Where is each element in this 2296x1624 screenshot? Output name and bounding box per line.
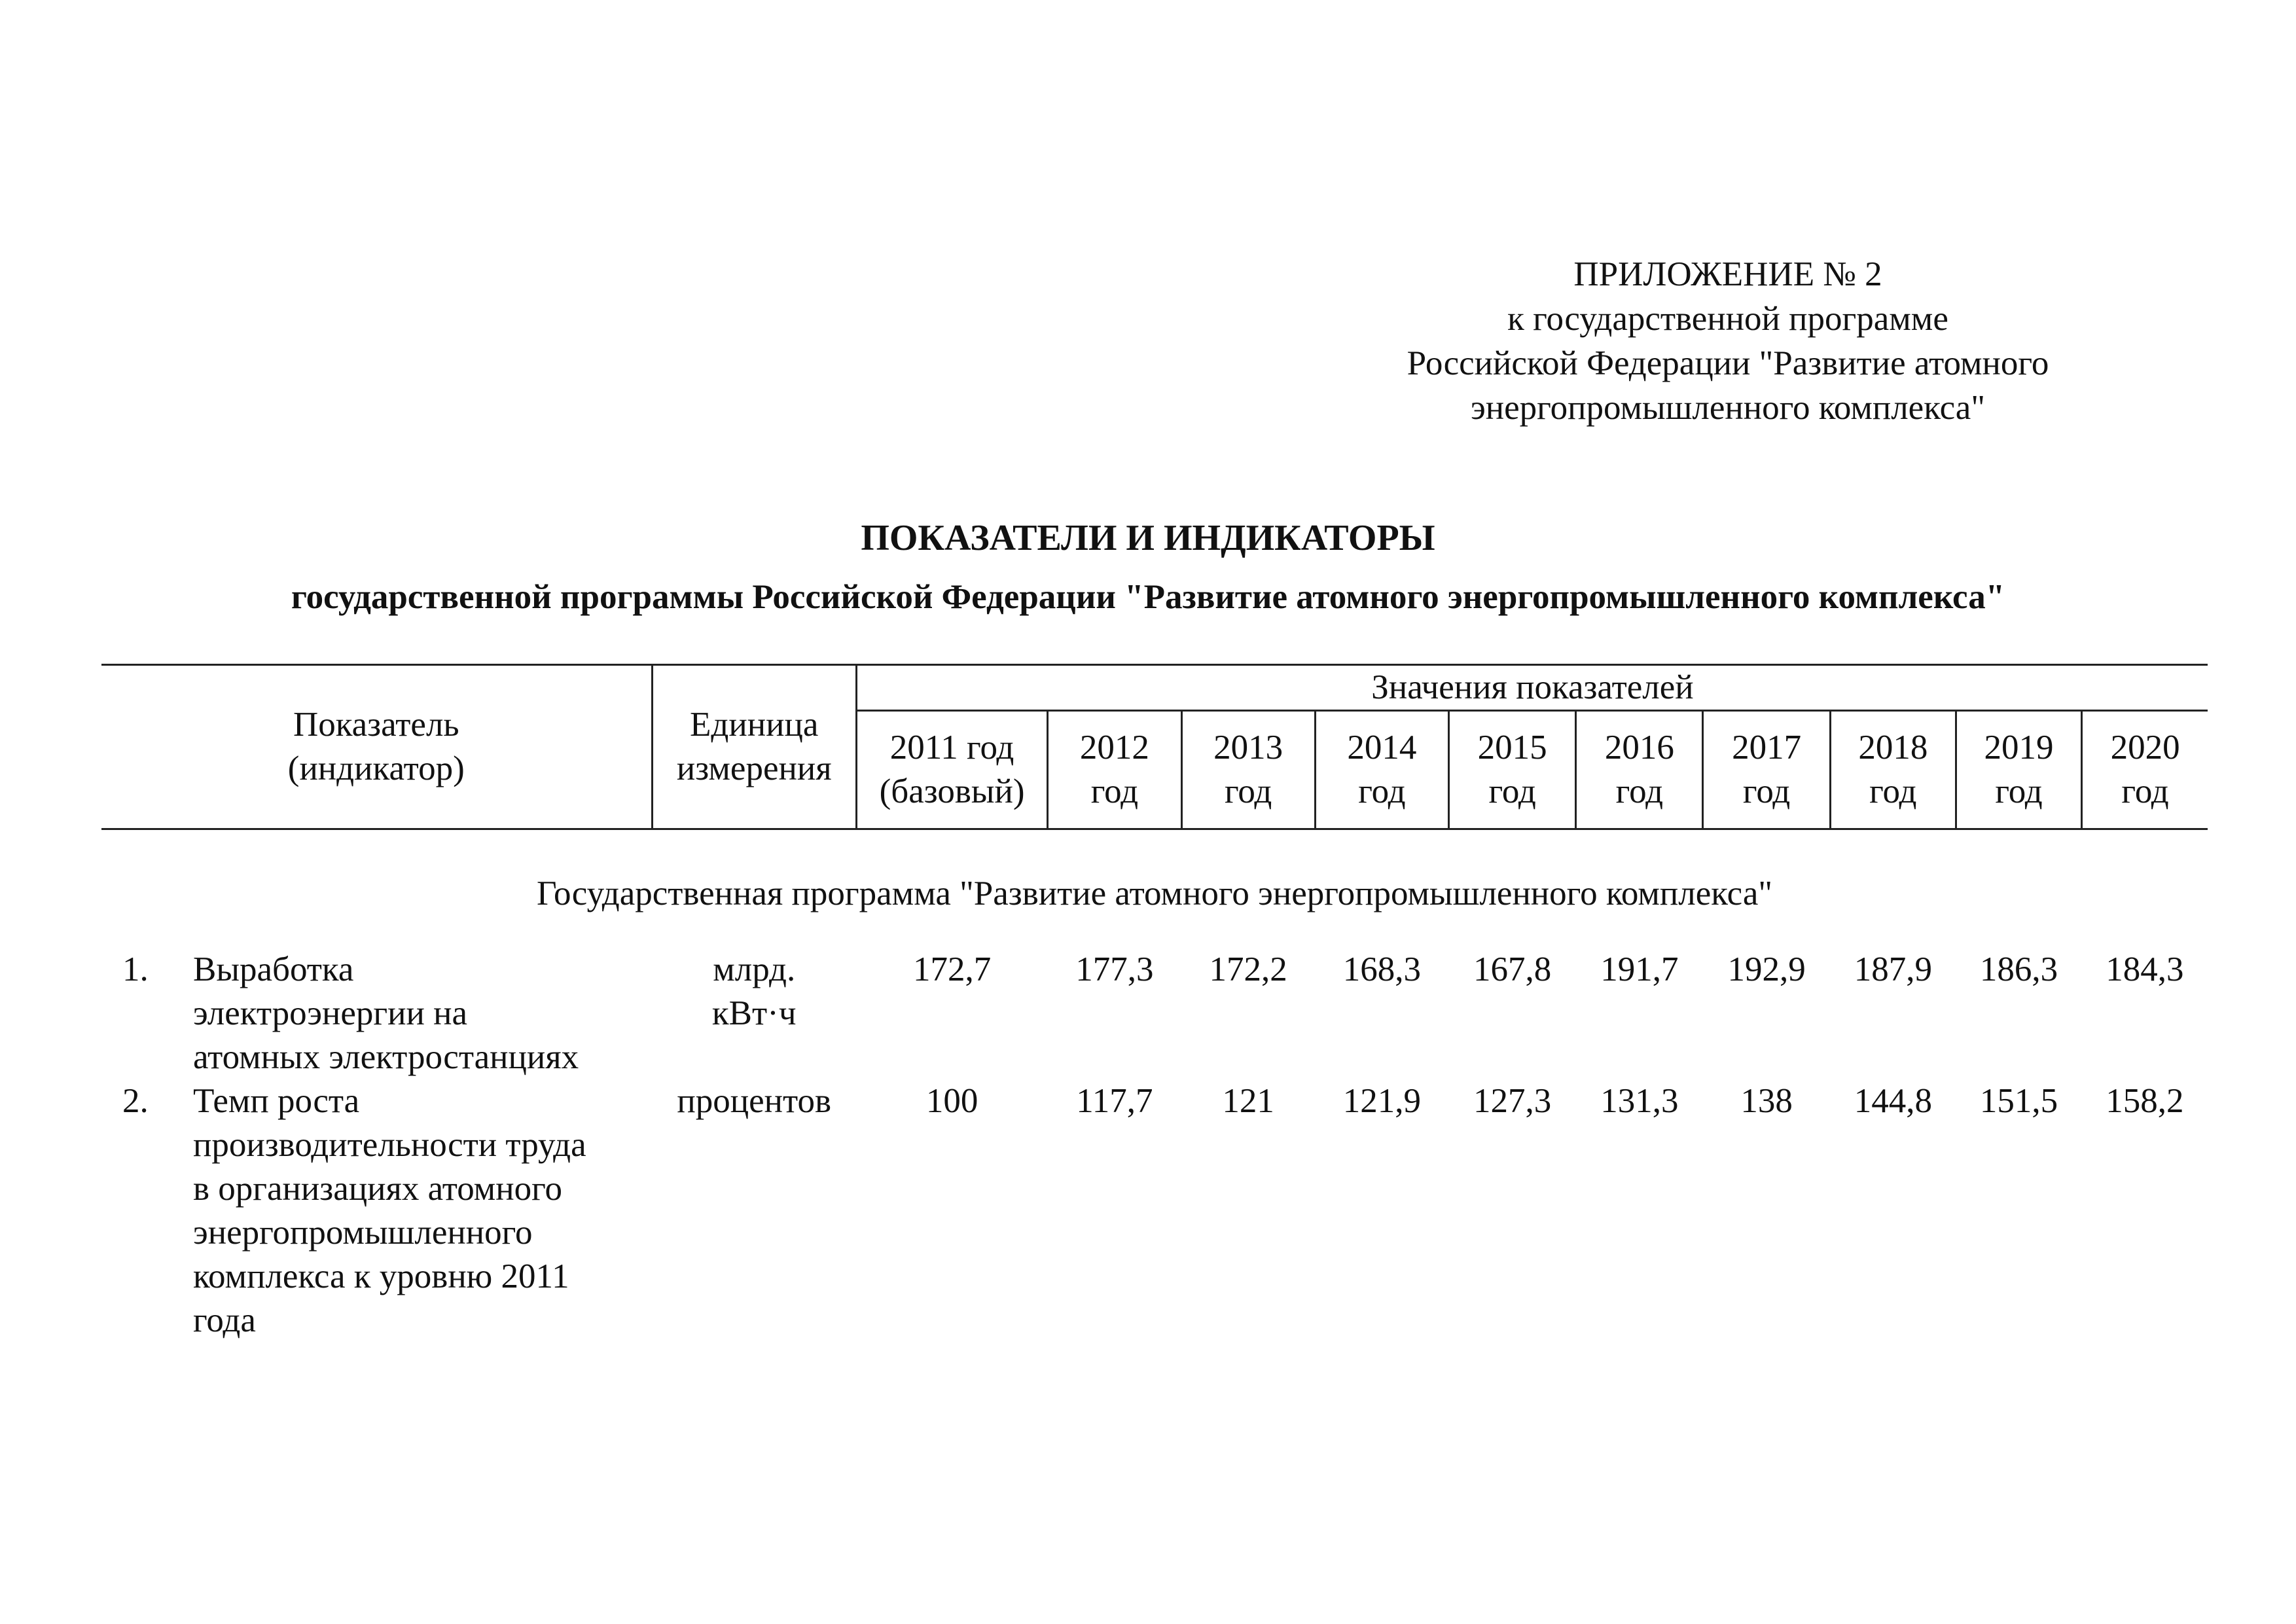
header-values-group: Значения показателей: [856, 665, 2208, 711]
indicator-cell: [101, 1079, 652, 1343]
value-cell: 127,3: [1473, 1082, 1552, 1120]
value-cell: 186,3: [1979, 950, 2058, 988]
indicator-name-line: Темп роста: [193, 1082, 360, 1120]
indicator-name-line: производительности труда: [193, 1126, 586, 1164]
value-cell: 121: [1222, 1082, 1274, 1120]
value-cell: 172,7: [912, 950, 992, 988]
value-cell: 177,3: [1075, 950, 1154, 988]
value-cell: 187,9: [1854, 950, 1932, 988]
appendix-line: Российской Федерации "Развитие атомного: [1407, 344, 2049, 382]
unit-cell: процентов: [677, 1082, 832, 1120]
header-year: 2012 год: [1048, 711, 1181, 829]
appendix-line: энергопромышленного комплекса": [1471, 389, 1985, 427]
header-unit: Единица измерения: [652, 665, 856, 829]
table-row: [101, 1079, 2208, 1343]
header-year: 2013 год: [1181, 711, 1315, 829]
header-year: 2018 год: [1830, 711, 1956, 829]
indicator-name-line: электроэнергии на: [193, 994, 468, 1032]
indicator-name-line: атомных электростанциях: [193, 1038, 579, 1076]
header-indicator: Показатель (индикатор): [101, 665, 652, 829]
document-title: ПОКАЗАТЕЛИ И ИНДИКАТОРЫ: [861, 518, 1435, 558]
value-cell: 100: [925, 1082, 978, 1120]
indicator-cell: [101, 948, 652, 1079]
table-row: [101, 948, 2208, 1079]
value-cell: 158,2: [2106, 1082, 2184, 1120]
value-cell: 191,7: [1600, 950, 1679, 988]
appendix-number: ПРИЛОЖЕНИЕ № 2: [1573, 255, 1882, 293]
header-year: 2017 год: [1703, 711, 1830, 829]
value-cell: 117,7: [1076, 1082, 1153, 1120]
appendix-header: [1335, 252, 2121, 430]
indicator-name-line: энергопромышленного: [193, 1214, 533, 1252]
value-cell: 172,2: [1209, 950, 1287, 988]
value-cell: 192,9: [1727, 950, 1806, 988]
indicators-table: [101, 664, 2208, 1343]
unit-cell: млрд. кВт·ч: [711, 950, 797, 1032]
header-year: 2020 год: [2082, 711, 2208, 829]
indicator-name-line: комплекса к уровню 2011: [193, 1257, 569, 1295]
value-cell: 121,9: [1342, 1082, 1421, 1120]
value-cell: 131,3: [1600, 1082, 1679, 1120]
header-year: 2015 год: [1449, 711, 1576, 829]
row-number: 2.: [122, 1082, 149, 1120]
value-cell: 151,5: [1979, 1082, 2058, 1120]
indicator-name-line: Выработка: [193, 950, 354, 988]
header-year: 2019 год: [1956, 711, 2081, 829]
value-cell: 168,3: [1342, 950, 1421, 988]
value-cell: 144,8: [1854, 1082, 1932, 1120]
section-title: Государственная программа "Развитие атомного энергопромышленного комплекса": [536, 875, 1773, 912]
value-cell: 167,8: [1473, 950, 1552, 988]
value-cell: 184,3: [2106, 950, 2184, 988]
header-year: 2016 год: [1576, 711, 1703, 829]
value-cell: 138: [1740, 1082, 1793, 1120]
document-subtitle: государственной программы Российской Федерации "Развитие атомного энергопромышленного комплекса": [291, 578, 2005, 616]
indicator-name-line: года: [193, 1301, 256, 1339]
row-number: 1.: [122, 950, 149, 988]
header-year: 2011 год (базовый): [856, 711, 1047, 829]
indicator-name-line: в организациях атомного: [193, 1170, 563, 1208]
header-year: 2014 год: [1315, 711, 1448, 829]
appendix-line: к государственной программе: [1507, 300, 1948, 338]
